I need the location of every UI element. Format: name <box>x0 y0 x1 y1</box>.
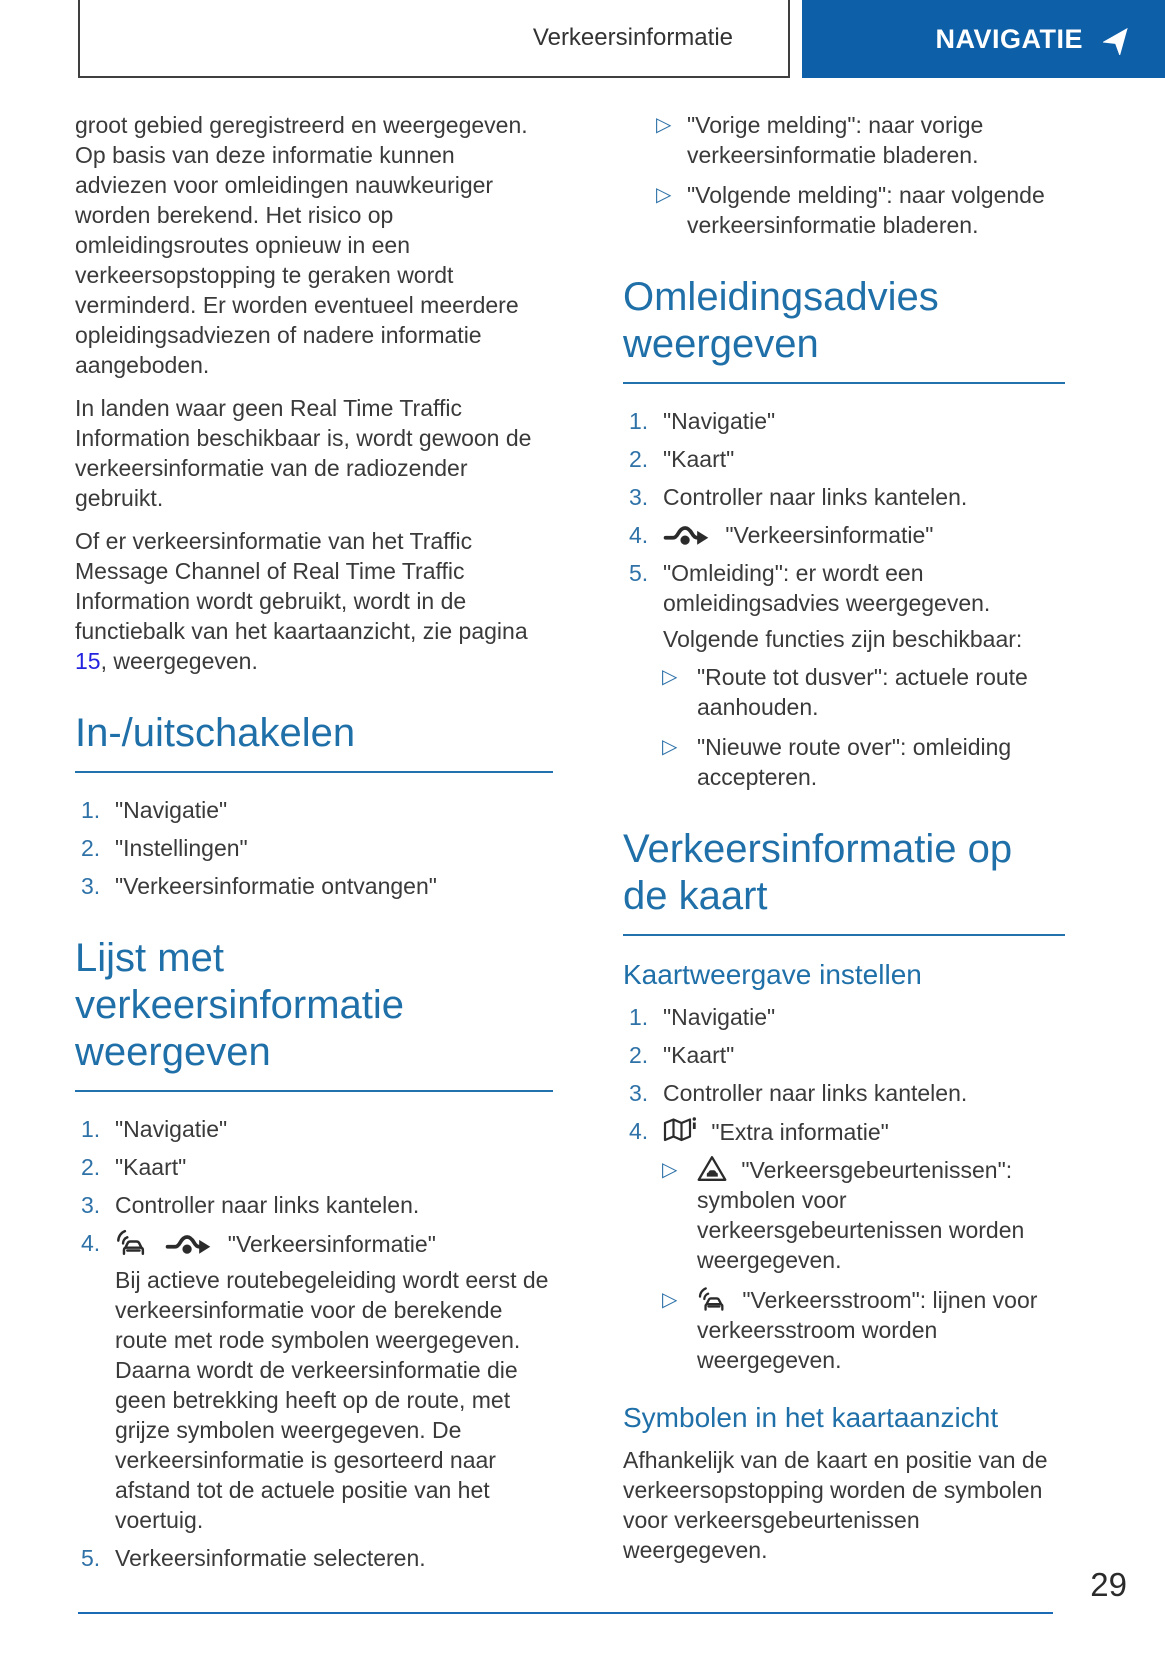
triangle-bullet-icon: ▷ <box>662 1289 678 1311</box>
bullet-item <box>623 732 1065 792</box>
bullet-text: "Volgende melding": naar volgende verkeersinformatie bladeren. <box>687 182 1045 238</box>
list-item <box>75 1114 553 1144</box>
section-title: In-/uitschakelen <box>75 711 356 755</box>
list-item <box>75 833 553 863</box>
list-number: 3. <box>81 1192 101 1218</box>
bullet-text: "Verkeersstroom": lijnen voor verkeersstroom worden weergegeven. <box>697 1287 1038 1373</box>
list-item-label: "Navigatie" <box>115 797 228 823</box>
route-icon <box>165 1231 211 1257</box>
list-item-note: Bij actieve routebegeleiding wordt eerst de verkeersinformatie voor de berekende route met rode symbolen weergegeven. Daarna wordt de verkeersinformatie die geen betrekking heeft op de route, met grijze symbolen weergegeven. De verkeersinformatie is gesorteerd naar afstand tot de actuele positie van het voertuig. <box>115 1267 549 1533</box>
list-number: 5. <box>629 560 649 586</box>
list-item-label: Verkeersinformatie selecteren. <box>115 1545 426 1571</box>
list-number: 4. <box>81 1230 101 1256</box>
section-title: Omleidingsadvies weergeven <box>623 275 939 366</box>
triangle-bullet-icon: ▷ <box>656 184 672 206</box>
page-reference-link[interactable]: 15 <box>75 648 101 674</box>
list-item-label: "Navigatie" <box>115 1116 228 1142</box>
list-item-label: "Extra informatie" <box>711 1119 889 1145</box>
list-item-label: "Navigatie" <box>663 1004 776 1030</box>
list-number: 2. <box>629 1042 649 1068</box>
section-title: Verkeersinformatie op de kaart <box>623 827 1013 918</box>
bullet-text: "Nieuwe route over": omleiding accepteren. <box>697 734 1012 790</box>
list-item <box>75 1228 553 1535</box>
page-number: 29 <box>1090 1566 1127 1603</box>
paragraph: Afhankelijk van de kaart en positie van de verkeersopstopping worden de symbolen voor verkeersgebeurtenissen weergegeven. <box>623 1447 1048 1563</box>
left-column <box>75 110 553 1581</box>
list-item <box>623 520 1065 550</box>
list-number: 4. <box>629 1118 649 1144</box>
subsection-title: Kaartweergave instellen <box>623 959 922 990</box>
bullet-item <box>623 662 1065 722</box>
list-item-label: "Kaart" <box>115 1154 187 1180</box>
triangle-bullet-icon: ▷ <box>662 666 678 688</box>
list-item-label: "Navigatie" <box>663 408 776 434</box>
list-item <box>623 558 1065 654</box>
list-item <box>623 444 1065 474</box>
list-item-label: "Verkeersinformatie" <box>227 1231 436 1257</box>
list-item-label: Controller naar links kantelen. <box>663 484 968 510</box>
list-item <box>623 406 1065 436</box>
map-info-icon <box>663 1116 697 1144</box>
list-item <box>623 1040 1065 1070</box>
paragraph <box>75 526 553 676</box>
list-number: 1. <box>81 1116 101 1142</box>
section-rule <box>75 771 553 773</box>
list-item <box>75 1190 553 1220</box>
header-section-label: NAVIGATIE <box>935 23 1083 54</box>
list-item <box>623 482 1065 512</box>
subsection-title: Symbolen in het kaartaanzicht <box>623 1402 999 1433</box>
route-icon <box>663 522 709 548</box>
list-number: 2. <box>81 835 101 861</box>
bullet-item <box>623 1285 1065 1375</box>
bullet-item <box>623 110 1065 170</box>
list-item <box>75 795 553 825</box>
list-item <box>75 1543 553 1573</box>
list-item-label: Controller naar links kantelen. <box>663 1080 968 1106</box>
list-item-label: "Instellingen" <box>115 835 248 861</box>
list-number: 3. <box>629 1080 649 1106</box>
paragraph: In landen waar geen Real Time Traffic Information beschikbaar is, wordt gewoon de verkeersinformatie van de radiozender gebruikt. <box>75 395 532 511</box>
right-column <box>623 110 1065 1578</box>
list-number: 3. <box>81 873 101 899</box>
list-item-label: "Verkeersinformatie" <box>725 522 934 548</box>
paragraph: groot gebied geregistreerd en weergegeven. Op basis van deze informatie kunnen adviezen voor omleidingen nauwkeuriger worden berekend. Het risico op omleidingsroutes opnieuw in een verkeersopstopping te geraken wordt verminderd. Er worden eventueel meerdere opleidingsadviezen of nadere informatie aangeboden. <box>75 112 528 378</box>
traffic-flow-icon <box>697 1286 728 1312</box>
list-item <box>623 1078 1065 1108</box>
list-number: 3. <box>629 484 649 510</box>
list-item <box>75 1152 553 1182</box>
paragraph-text: , weergegeven. <box>100 648 258 674</box>
bullet-item <box>623 180 1065 240</box>
list-number: 2. <box>629 446 649 472</box>
warning-triangle-car-icon <box>697 1155 727 1182</box>
bullet-item <box>623 1155 1065 1275</box>
section-rule <box>75 1090 553 1092</box>
header-tab <box>78 0 790 78</box>
section-rule <box>623 382 1065 384</box>
list-item-label: Controller naar links kantelen. <box>115 1192 420 1218</box>
navigation-arrow-icon <box>1103 23 1135 55</box>
car-signal-icon <box>115 1228 149 1257</box>
list-number: 4. <box>629 522 649 548</box>
list-number: 1. <box>629 1004 649 1030</box>
list-number: 2. <box>81 1154 101 1180</box>
list-item-label: "Kaart" <box>663 1042 735 1068</box>
section-title: Lijst met verkeersinformatie weergeven <box>75 936 405 1074</box>
list-number: 5. <box>81 1545 101 1571</box>
footer-rule <box>78 1612 1053 1614</box>
paragraph-text: Of er verkeersinformatie van het Traffic Message Channel of Real Time Traffic Information wordt gebruikt, wordt in de functiebalk van het kaartaanzicht, zie pagina <box>75 528 528 644</box>
bullet-text: "Vorige melding": naar vorige verkeersinformatie bladeren. <box>687 112 984 168</box>
triangle-bullet-icon: ▷ <box>656 114 672 136</box>
list-item-label: "Verkeersinformatie ontvangen" <box>115 873 437 899</box>
list-item-label: "Omleiding": er wordt een omleidingsadvies weergegeven. <box>663 560 991 616</box>
list-number: 1. <box>629 408 649 434</box>
section-rule <box>623 934 1065 936</box>
triangle-bullet-icon: ▷ <box>662 736 678 758</box>
list-item <box>623 1116 1065 1147</box>
header-section-banner <box>802 0 1165 78</box>
list-item-label: "Kaart" <box>663 446 735 472</box>
bullet-text: "Verkeersgebeurtenissen": symbolen voor verkeersgebeurtenissen worden weergegeven. <box>697 1157 1025 1273</box>
triangle-bullet-icon: ▷ <box>662 1159 678 1181</box>
list-item <box>623 1002 1065 1032</box>
header-tab-label: Verkeersinformatie <box>532 23 733 51</box>
list-note: Volgende functies zijn beschikbaar: <box>663 626 1023 652</box>
list-item <box>75 871 553 901</box>
list-number: 1. <box>81 797 101 823</box>
bullet-text: "Route tot dusver": actuele route aanhouden. <box>697 664 1028 720</box>
